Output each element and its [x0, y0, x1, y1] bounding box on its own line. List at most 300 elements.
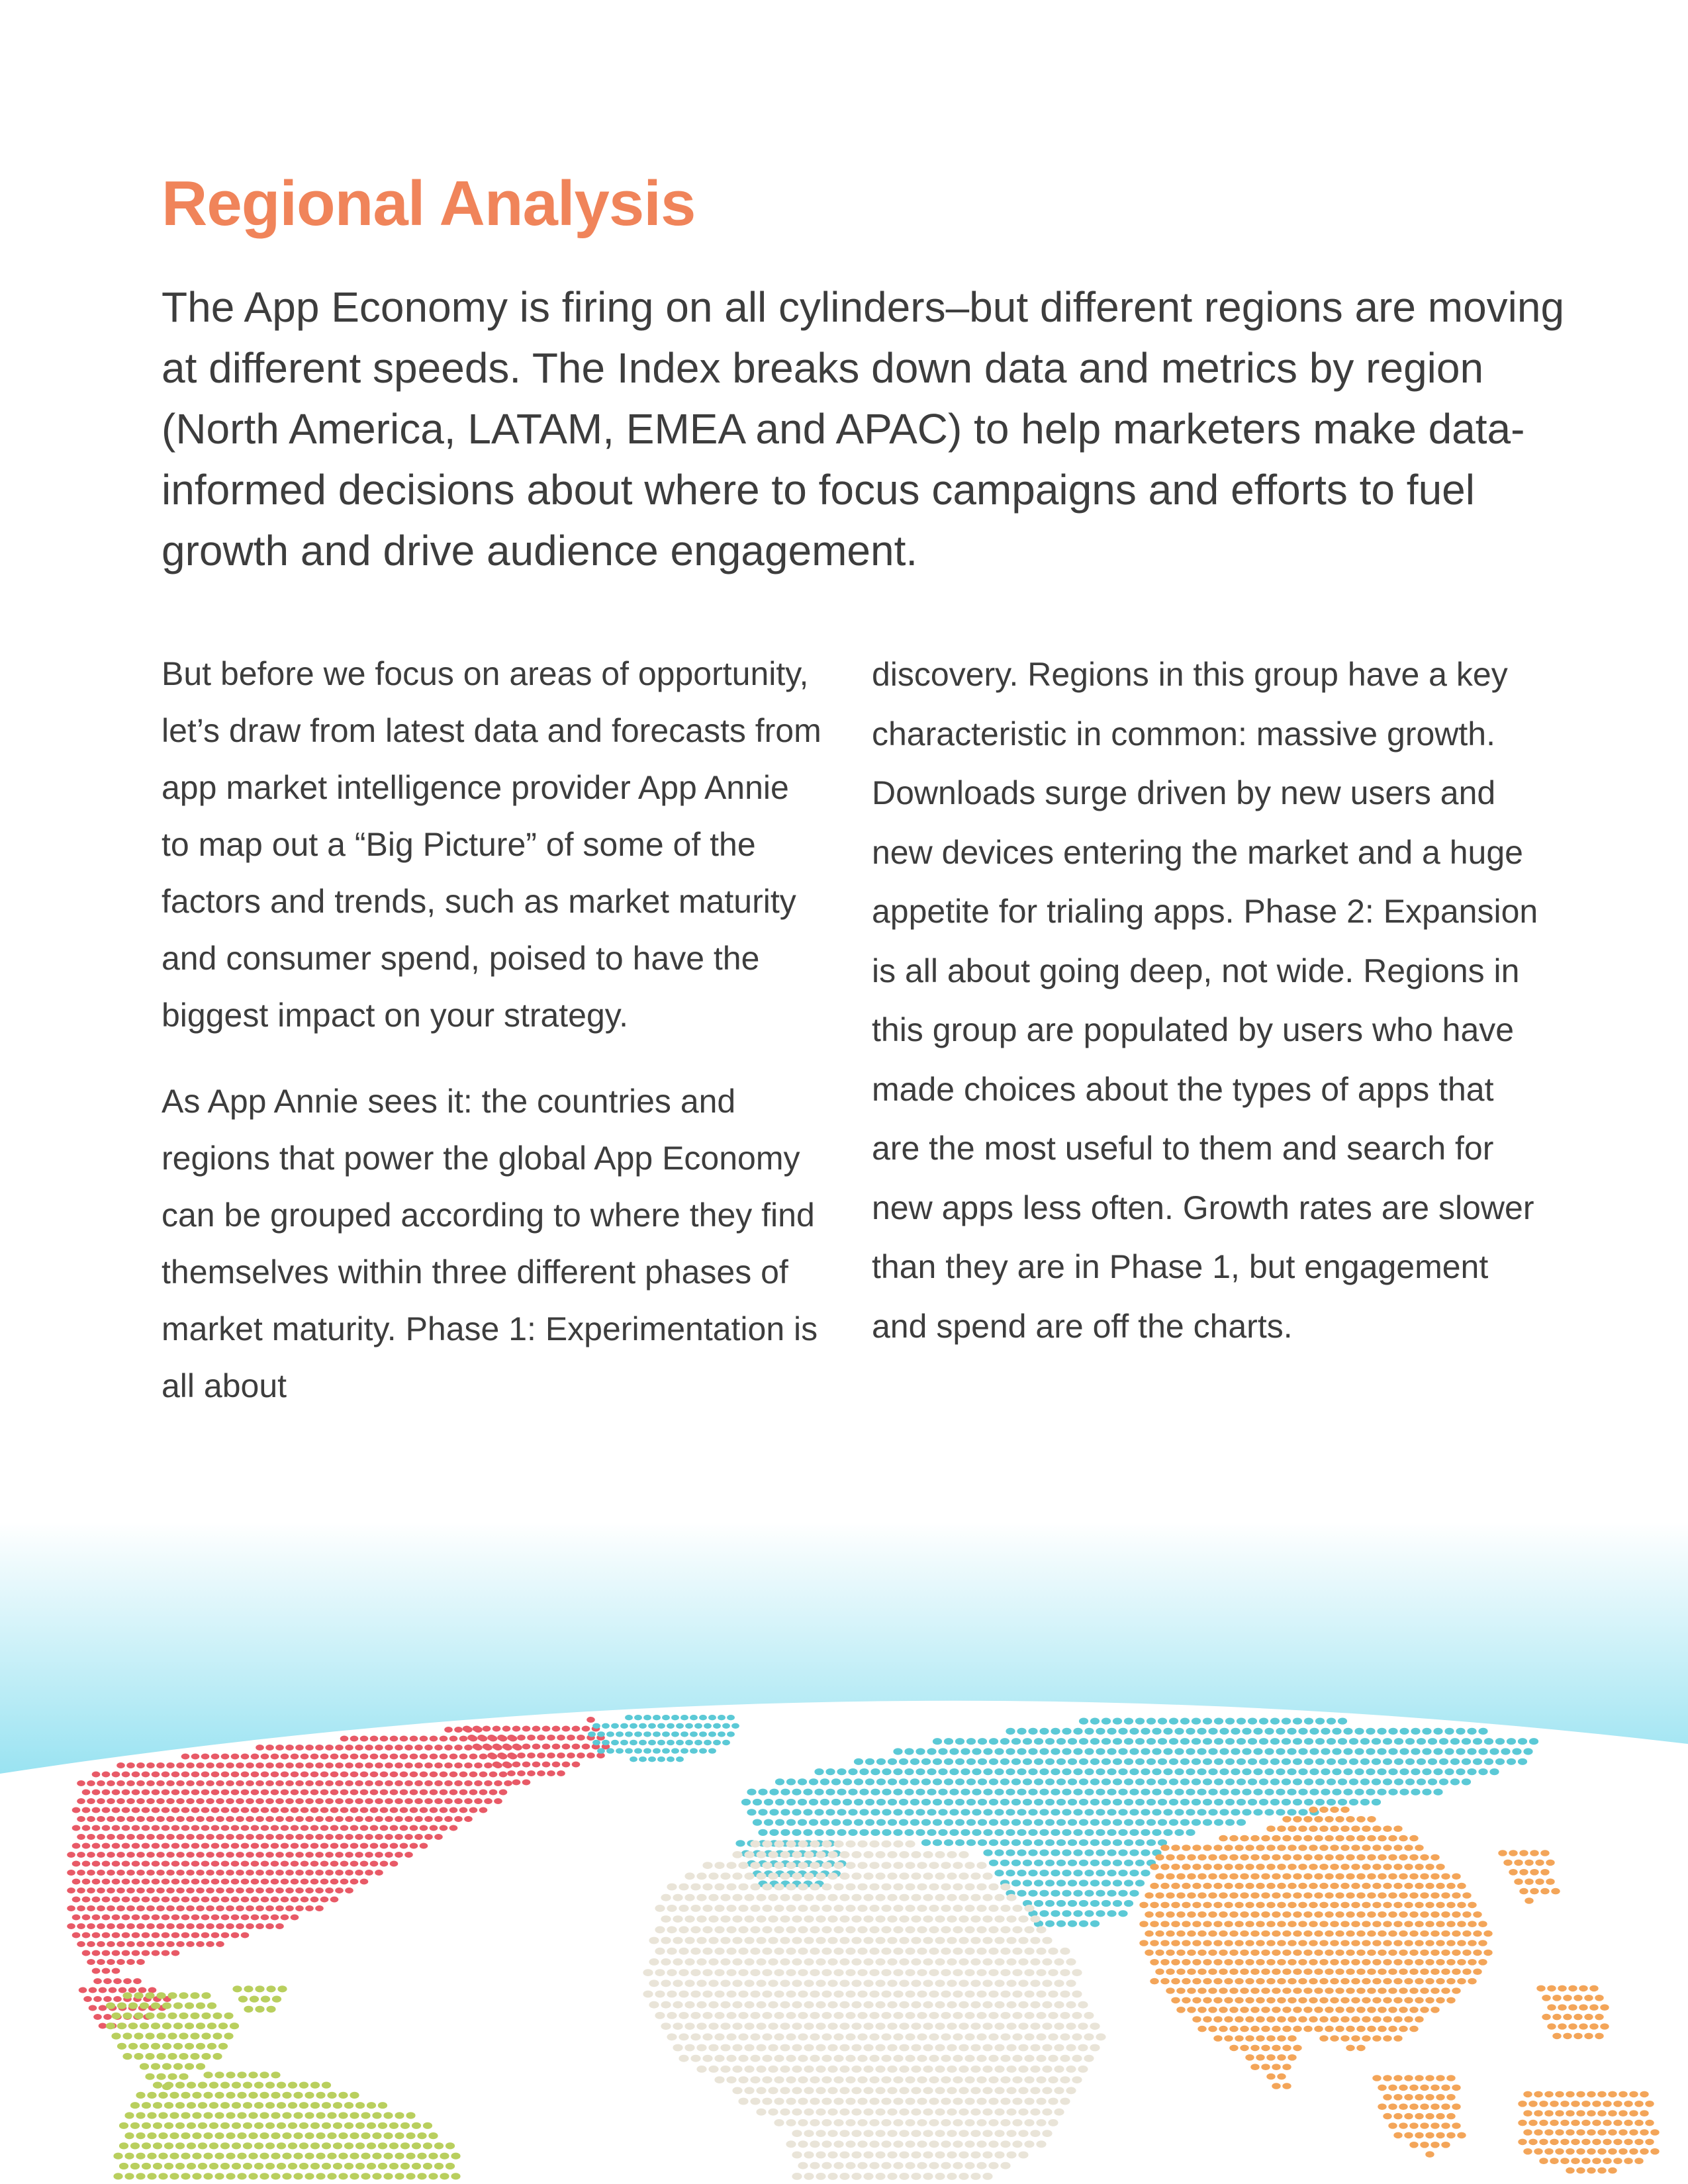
- map-dot: [929, 2140, 939, 2148]
- map-dot: [1436, 2094, 1444, 2101]
- map-dot: [1042, 2130, 1052, 2137]
- map-dot: [1319, 1997, 1328, 2004]
- map-dot: [1090, 1921, 1100, 1927]
- map-dot: [1634, 2101, 1643, 2107]
- map-dot: [768, 1915, 778, 1923]
- map-dot: [1276, 1728, 1285, 1735]
- map-dot: [1245, 2035, 1254, 2042]
- map-dot: [1277, 1883, 1286, 1889]
- map-dot: [1457, 1902, 1466, 1909]
- map-dot: [1425, 1864, 1434, 1870]
- map-dot: [1372, 2035, 1381, 2042]
- map-dot: [123, 1978, 132, 1984]
- map-dot: [1213, 1902, 1222, 1909]
- map-dot: [196, 2003, 205, 2009]
- map-dot: [325, 1852, 334, 1858]
- map-dot: [1441, 1911, 1450, 1918]
- map-dot: [959, 1937, 968, 1944]
- map-dot: [1240, 2007, 1248, 2013]
- map-dot: [1197, 1950, 1206, 1956]
- map-dot: [1012, 1926, 1022, 1933]
- map-dot: [1084, 1870, 1094, 1876]
- map-dot: [1107, 1748, 1116, 1754]
- map-dot: [128, 2023, 138, 2029]
- map-dot: [1351, 1921, 1360, 1927]
- map-dot: [881, 2098, 891, 2105]
- map-dot: [1314, 1968, 1323, 1975]
- map-dot: [845, 1905, 855, 1912]
- map-dot: [966, 1839, 976, 1846]
- map-dot: [87, 1888, 95, 1893]
- map-dot: [285, 1905, 294, 1911]
- map-dot: [132, 1825, 140, 1831]
- map-dot: [982, 2109, 992, 2116]
- map-dot: [1102, 1839, 1111, 1846]
- map-dot: [1145, 1931, 1153, 1937]
- map-dot: [122, 1950, 130, 1956]
- map-dot: [994, 1937, 1004, 1944]
- map-dot: [214, 2153, 224, 2160]
- map-dot: [1340, 1844, 1349, 1851]
- map-dot: [1321, 1748, 1330, 1754]
- map-dot: [655, 1905, 665, 1912]
- map-dot: [1208, 1728, 1217, 1735]
- map-dot: [383, 2153, 393, 2160]
- map-dot: [966, 1819, 976, 1826]
- map-dot: [162, 1950, 170, 1956]
- map-dot: [893, 1991, 903, 1998]
- map-dot: [870, 1809, 880, 1815]
- map-dot: [1367, 1987, 1376, 1994]
- map-dot: [72, 1843, 81, 1849]
- map-dot: [798, 2119, 808, 2126]
- map-dot: [67, 1870, 75, 1876]
- map-dot: [484, 1780, 492, 1786]
- map-dot: [112, 1897, 120, 1903]
- map-dot: [1346, 1835, 1354, 1842]
- map-dot: [970, 1937, 980, 1944]
- map-dot: [1298, 1768, 1307, 1775]
- map-dot: [344, 2163, 353, 2169]
- map-dot: [295, 1888, 304, 1893]
- map-dot: [1176, 1911, 1185, 1918]
- map-dot: [1428, 1758, 1437, 1765]
- map-dot: [1327, 1778, 1336, 1785]
- map-dot: [340, 1790, 349, 1796]
- map-dot: [809, 1778, 818, 1785]
- map-dot: [731, 1723, 739, 1729]
- map-dot: [1039, 1768, 1049, 1775]
- map-dot: [251, 1879, 259, 1885]
- map-dot: [750, 1862, 760, 1869]
- map-dot: [1054, 2087, 1064, 2094]
- map-dot: [221, 1933, 230, 1938]
- map-dot: [816, 1894, 825, 1901]
- map-dot: [162, 1772, 170, 1778]
- map-dot: [291, 1790, 299, 1796]
- map-dot: [1245, 2054, 1254, 2061]
- map-dot: [708, 1894, 718, 1901]
- map-dot: [126, 1780, 135, 1786]
- map-dot: [122, 2032, 132, 2039]
- map-dot: [1240, 1911, 1248, 1918]
- map-dot: [1256, 1902, 1264, 1909]
- map-dot: [953, 1884, 962, 1891]
- map-dot: [1425, 2075, 1434, 2081]
- map-dot: [1404, 2075, 1413, 2081]
- map-dot: [1187, 1911, 1196, 1918]
- map-dot: [1277, 1825, 1286, 1832]
- map-dot: [185, 2063, 194, 2070]
- map-dot: [156, 1834, 165, 1840]
- map-dot: [142, 1772, 150, 1778]
- map-dot: [1169, 1758, 1178, 1765]
- map-dot: [1068, 1921, 1077, 1927]
- map-dot: [1325, 1816, 1333, 1823]
- map-dot: [1539, 2139, 1548, 2146]
- map-dot: [863, 2152, 873, 2159]
- map-dot: [440, 1790, 448, 1796]
- map-dot: [798, 2055, 808, 2062]
- map-dot: [259, 2153, 269, 2160]
- map-dot: [714, 1862, 724, 1869]
- map-dot: [869, 1926, 879, 1933]
- map-dot: [395, 2173, 404, 2179]
- map-dot: [738, 2033, 748, 2040]
- map-dot: [434, 1798, 443, 1804]
- map-dot: [1152, 1728, 1161, 1735]
- map-dot: [814, 1789, 823, 1796]
- map-dot: [1266, 1883, 1275, 1889]
- map-dot: [863, 1851, 873, 1858]
- map-dot: [798, 1799, 807, 1805]
- map-dot: [881, 2033, 891, 2040]
- map-dot: [653, 1715, 661, 1720]
- map-dot: [380, 1736, 389, 1742]
- map-dot: [893, 2033, 903, 2040]
- map-dot: [1231, 1809, 1240, 1815]
- map-dot: [1383, 1844, 1391, 1851]
- map-dot: [1566, 2091, 1574, 2098]
- map-dot: [923, 2001, 933, 2009]
- map-dot: [449, 1772, 458, 1778]
- map-dot: [1383, 1902, 1391, 1909]
- map-dot: [1072, 2076, 1082, 2083]
- map-dot: [1420, 1987, 1429, 1994]
- map-dot: [1012, 2140, 1022, 2148]
- map-dot: [854, 1819, 863, 1826]
- map-dot: [256, 1816, 264, 1822]
- map-dot: [1277, 1844, 1286, 1851]
- map-dot: [132, 1950, 140, 1956]
- map-dot: [1293, 1718, 1302, 1725]
- map-dot: [1266, 1864, 1275, 1870]
- map-dot: [136, 1798, 145, 1804]
- map-dot: [196, 1834, 205, 1840]
- map-dot: [1160, 1844, 1169, 1851]
- map-dot: [1208, 1748, 1217, 1754]
- map-dot: [768, 1894, 778, 1901]
- map-dot: [380, 1807, 389, 1813]
- map-dot: [327, 2153, 336, 2160]
- map-dot: [293, 2173, 303, 2179]
- map-dot: [277, 2163, 286, 2169]
- map-dot: [440, 2173, 449, 2179]
- map-dot: [1399, 1931, 1407, 1937]
- map-dot: [1256, 1921, 1264, 1927]
- map-dot: [1608, 2148, 1617, 2155]
- map-dot: [176, 1762, 185, 1768]
- map-dot: [122, 1897, 130, 1903]
- map-dot: [1546, 1860, 1554, 1866]
- map-dot: [146, 1905, 155, 1911]
- map-dot: [1240, 1873, 1248, 1880]
- map-dot: [825, 1829, 835, 1836]
- map-dot: [112, 1968, 120, 1974]
- map-dot: [1235, 1883, 1243, 1889]
- map-dot: [209, 2122, 218, 2129]
- map-dot: [786, 2076, 796, 2083]
- map-dot: [774, 1948, 784, 1955]
- map-dot: [1219, 1950, 1227, 1956]
- map-dot: [1024, 1991, 1034, 1998]
- map-dot: [680, 1731, 688, 1737]
- map-dot: [1514, 1860, 1523, 1866]
- map-dot: [350, 2092, 359, 2099]
- map-dot: [1518, 1738, 1527, 1745]
- map-dot: [1256, 1997, 1264, 2004]
- map-dot: [1253, 1748, 1262, 1754]
- map-dot: [1478, 1748, 1487, 1754]
- map-dot: [1528, 2101, 1537, 2107]
- map-dot: [162, 2003, 171, 2009]
- map-dot: [732, 1894, 742, 1901]
- map-dot: [904, 1829, 914, 1836]
- map-dot: [1404, 1959, 1413, 1966]
- map-dot: [171, 1915, 180, 1921]
- map-dot: [479, 1790, 488, 1796]
- map-dot: [1309, 1768, 1319, 1775]
- map-dot: [483, 1726, 491, 1732]
- map-dot: [947, 2023, 957, 2030]
- map-dot: [375, 1798, 383, 1804]
- map-dot: [1282, 1873, 1291, 1880]
- map-dot: [1303, 2026, 1312, 2032]
- map-dot: [1634, 2120, 1643, 2126]
- map-dot: [1409, 2122, 1418, 2129]
- map-dot: [1224, 2016, 1233, 2023]
- map-dot: [162, 1807, 170, 1813]
- map-dot: [1006, 1789, 1015, 1796]
- map-dot: [1340, 1807, 1349, 1813]
- map-dot: [1066, 2044, 1076, 2052]
- map-dot: [1335, 1816, 1344, 1823]
- map-dot: [887, 2130, 897, 2137]
- map-dot: [1584, 2033, 1593, 2040]
- map-dot: [305, 2092, 314, 2099]
- map-dot: [1388, 1789, 1397, 1796]
- map-dot: [893, 1829, 902, 1836]
- map-dot: [251, 1772, 259, 1778]
- map-dot: [1237, 1819, 1246, 1826]
- map-dot: [1452, 1987, 1460, 1994]
- map-dot: [1192, 1778, 1201, 1785]
- map-dot: [126, 1923, 135, 1929]
- map-dot: [833, 1948, 843, 1955]
- map-dot: [1430, 1968, 1439, 1975]
- map-dot: [404, 1816, 413, 1822]
- map-dot: [810, 1884, 820, 1891]
- map-dot: [673, 1937, 682, 1944]
- map-dot: [643, 1991, 653, 1998]
- map-dot: [350, 1843, 359, 1849]
- map-dot: [1006, 2001, 1016, 2009]
- map-dot: [1420, 2085, 1429, 2091]
- map-dot: [1259, 1718, 1268, 1725]
- map-dot: [899, 2023, 909, 2030]
- map-dot: [1534, 2148, 1542, 2155]
- map-dot: [192, 2112, 201, 2118]
- map-dot: [261, 1915, 269, 1921]
- map-dot: [718, 1715, 726, 1720]
- world-map-illustration: [0, 1522, 1688, 2184]
- map-dot: [459, 1754, 468, 1760]
- map-dot: [390, 1790, 399, 1796]
- map-dot: [1399, 1789, 1409, 1796]
- map-dot: [1187, 1892, 1196, 1899]
- map-dot: [142, 2163, 151, 2169]
- map-dot: [917, 1991, 927, 1998]
- map-dot: [921, 1758, 931, 1765]
- map-dot: [185, 2003, 194, 2009]
- map-dot: [927, 1789, 936, 1796]
- map-dot: [162, 1825, 170, 1831]
- map-dot: [320, 1790, 329, 1796]
- map-dot: [851, 2109, 861, 2116]
- map-dot: [910, 1778, 919, 1785]
- map-dot: [839, 2023, 849, 2030]
- map-dot: [881, 1862, 891, 1869]
- map-dot: [1319, 1864, 1328, 1870]
- map-dot: [857, 1991, 867, 1998]
- map-dot: [430, 1736, 438, 1742]
- map-dot: [112, 1843, 120, 1849]
- map-dot: [1367, 1816, 1376, 1823]
- map-dot: [1182, 1959, 1190, 1966]
- map-dot: [1581, 2139, 1590, 2146]
- map-dot: [1473, 1758, 1482, 1765]
- right-paragraph-1: discovery. Regions in this group have a key characteristic in common: massive growth. Downloads surge driven by new users and new devices entering the market and a huge appetite for trialing apps. Phase 2: Expansion is all about going deep, not wide. Regions in this group are populated by users who have made choices about the types of apps that are the most useful to them and search for new apps less often. Growth rates are slower than they are in Phase 1, but engagement and spend are off the charts.: [872, 656, 1538, 1345]
- map-dot: [207, 2003, 216, 2009]
- map-dot: [702, 1948, 712, 1955]
- map-dot: [434, 1834, 443, 1840]
- map-dot: [406, 2173, 415, 2179]
- map-dot: [1203, 1921, 1211, 1927]
- map-dot: [1422, 1728, 1431, 1735]
- map-dot: [786, 1819, 796, 1826]
- map-dot: [870, 1768, 880, 1775]
- map-dot: [1417, 1738, 1426, 1745]
- map-dot: [1166, 1911, 1174, 1918]
- map-dot: [762, 1926, 772, 1933]
- map-dot: [827, 2066, 837, 2073]
- map-dot: [1436, 1978, 1444, 1985]
- map-dot: [1618, 2110, 1627, 2116]
- map-dot: [310, 1825, 319, 1831]
- map-dot: [881, 2076, 891, 2083]
- map-dot: [827, 1894, 837, 1901]
- map-dot: [400, 1807, 408, 1813]
- map-dot: [970, 1915, 980, 1923]
- map-dot: [122, 1879, 130, 1885]
- map-dot: [1298, 1921, 1307, 1927]
- map-dot: [643, 1748, 651, 1753]
- map-dot: [320, 1897, 329, 1903]
- map-dot: [1523, 1748, 1532, 1754]
- map-dot: [275, 1888, 284, 1893]
- map-dot: [1245, 1844, 1254, 1851]
- map-dot: [171, 1861, 180, 1867]
- map-dot: [243, 2163, 252, 2169]
- map-dot: [315, 1888, 324, 1893]
- map-dot: [1524, 1860, 1533, 1866]
- map-dot: [1155, 1854, 1164, 1861]
- map-dot: [171, 1897, 180, 1903]
- map-dot: [1186, 1829, 1195, 1836]
- map-dot: [291, 1825, 299, 1831]
- map-dot: [122, 1992, 132, 1999]
- map-dot: [191, 1825, 200, 1831]
- map-dot: [911, 2001, 921, 2009]
- map-dot: [988, 2162, 998, 2169]
- map-dot: [1084, 1849, 1094, 1856]
- map-dot: [380, 1772, 389, 1778]
- map-dot: [142, 1790, 150, 1796]
- map-dot: [389, 2122, 399, 2129]
- map-dot: [982, 1872, 992, 1880]
- map-dot: [201, 1933, 210, 1938]
- map-dot: [420, 1736, 428, 1742]
- map-dot: [970, 2001, 980, 2009]
- map-dot: [1288, 2016, 1296, 2023]
- map-dot: [708, 1748, 716, 1753]
- map-dot: [179, 1992, 188, 1999]
- map-dot: [1006, 2152, 1016, 2159]
- map-dot: [738, 1862, 748, 1869]
- map-dot: [1450, 1778, 1460, 1785]
- map-dot: [244, 2006, 253, 2013]
- map-dot: [301, 1754, 309, 1760]
- map-dot: [1388, 1931, 1397, 1937]
- map-dot: [211, 1772, 220, 1778]
- map-dot: [1287, 1768, 1296, 1775]
- map-dot: [1187, 1854, 1196, 1861]
- map-dot: [1158, 1758, 1167, 1765]
- map-dot: [72, 1879, 81, 1885]
- map-dot: [265, 1798, 274, 1804]
- map-dot: [305, 2132, 314, 2139]
- map-dot: [370, 1754, 379, 1760]
- map-dot: [713, 1740, 721, 1745]
- map-dot: [107, 1816, 115, 1822]
- map-dot: [231, 1754, 240, 1760]
- map-dot: [1468, 1978, 1476, 1985]
- map-dot: [935, 2152, 945, 2159]
- map-dot: [83, 1996, 92, 2002]
- map-dot: [941, 1969, 951, 1976]
- map-dot: [414, 1798, 423, 1804]
- map-dot: [1422, 1748, 1431, 1754]
